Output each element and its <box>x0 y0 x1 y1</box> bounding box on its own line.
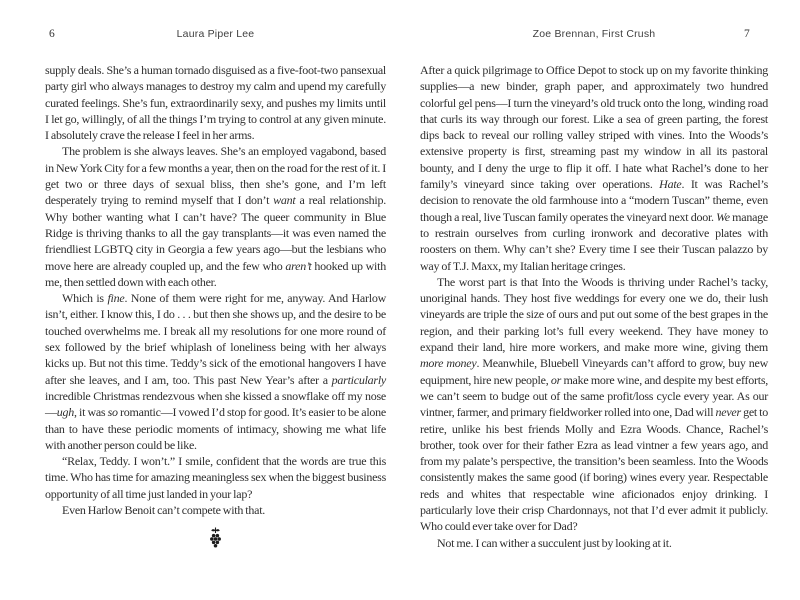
paragraph: Which is fine. None of them were right for me, anyway. And Harlow isn’t, either. I know this, I do . . . but then she shows up, and the desire to be touched overwhelms me. I break all my resolutions for one more round of sex followed by the brief whiplash of loneliness being with her always kicks up. But not this time. Teddy’s sick of the emotional hangovers I have after she leaves, and I am, too. This past New Year’s after a particularly incredible Christmas rendezvous when she kissed a snowflake off my nose—ugh, it was so romantic—I vowed I’d stop for good. It’s easier to be alone than to have these periodic moments of intimacy, showing me what life with another person could be like. <box>45 291 386 452</box>
page-right <box>420 0 768 600</box>
paragraph: Even Harlow Benoit can’t compete with that. <box>62 503 266 518</box>
paragraph: Not me. I can wither a succulent just by looking at it. <box>437 535 672 550</box>
page-text-left <box>45 62 386 518</box>
grape-cluster-icon <box>45 527 386 552</box>
paragraph: After a quick pilgrimage to Office Depot to stock up on my favorite thinking supplies—a new binder, graph paper, and approximately two hundred colorful gel pens—I turn the vineyard’s old truck onto the long, winding road that curls its way through our forest. Like a sea of green parting, the forest dips back to reveal our rolling valley striped with vines. Into the Woods’s extensive property is first, streaming past my window in all its pastoral bounty, and I deny the urge to flip it off. I hate what Rachel’s done to her family’s vineyard since taking over operations. Hate. It was Rachel’s decision to renovate the old farmhouse into a “modern Tuscan” theme, even though a real, live Tuscan family operates the vineyard next door. We manage to restrain ourselves from curling ironwork and decorative plates with roosters on them. Why can’t she? Every time I see their Tuscan palazzo by way of T.J. Maxx, my Italian heritage cringes. <box>420 63 769 273</box>
page-left <box>45 0 386 600</box>
running-header-left-title: Laura Piper Lee <box>176 28 255 40</box>
running-head-right <box>420 28 768 42</box>
page-text-right <box>420 62 768 551</box>
paragraph: supply deals. She’s a human tornado disguised as a five-foot-two pansexual party girl who always manages to destroy my calm and upend my carefully curated feelings. She’s fun, extraordinarily sexy, and pushes my limits until I let go, willingly, of all the things I’m trying to control at any given minute. I absolutely crave the release I feel in her arms. <box>45 63 386 143</box>
page-body-right <box>420 62 768 551</box>
paragraph: The worst part is that Into the Woods is thriving under Rachel’s tacky, unoriginal hands. They host five weddings for every one we do, their lush vineyards are triple the size of ours and put out some of the best grapes in the region, and their parking lot’s full every weekend. They have money to expand their land, hire more workers, and make more wine, giving them more money. Meanwhile, Bluebell Vineyards can’t afford to grow, buy new equipment, hire new people, or make more wine, and despite my best efforts, we can’t seem to budge out of the same profit/loss cycle every year. As our vintner, farmer, and primary fieldworker rolled into one, Dad will never get to retire, unlike his best friends Molly and Ezra Woods. Chance, Rachel’s brother, took over for their father Ezra as lead vintner a few years ago, and from my palate’s perspective, the transition’s been seamless. Into the Woods consistently makes the same good (if boring) wines every year. Respectable reds and whites that respectable wine aficionados enjoy drinking. I particularly love their crisp Chardonnays, not that I’d ever admit it publicly. Who could ever take over for Dad? <box>420 274 769 534</box>
paragraph: “Relax, Teddy. I won’t.” I smile, confident that the words are true this time. Who has time for amazing meaningless sex when the biggest business opportunity of all time just landed in your lap? <box>45 454 386 501</box>
paragraph: The problem is she always leaves. She’s an employed vagabond, based in New York City for a few months a year, then on the road for the rest of it. I get two or three days of sexual bliss, then she’s gone, and I’m left desperately trying to remind myself that I don’t want a real relationship. Why bother wanting what I can’t have? The queer community in Blue Ridge is thriving thanks to all the gay transplants—it was even named the friendliest LGBTQ city in Georgia a few years ago—but the lesbians who move here are already coupled up, and the few who aren’t hooked up with me, then settled down with each other. <box>45 144 386 289</box>
running-head-left <box>45 28 386 42</box>
page-body-left <box>45 62 386 552</box>
page-number-left: 6 <box>49 28 55 40</box>
running-header-right-title: Zoe Brennan, First Crush <box>532 28 656 40</box>
page-number-right: 7 <box>744 28 750 40</box>
